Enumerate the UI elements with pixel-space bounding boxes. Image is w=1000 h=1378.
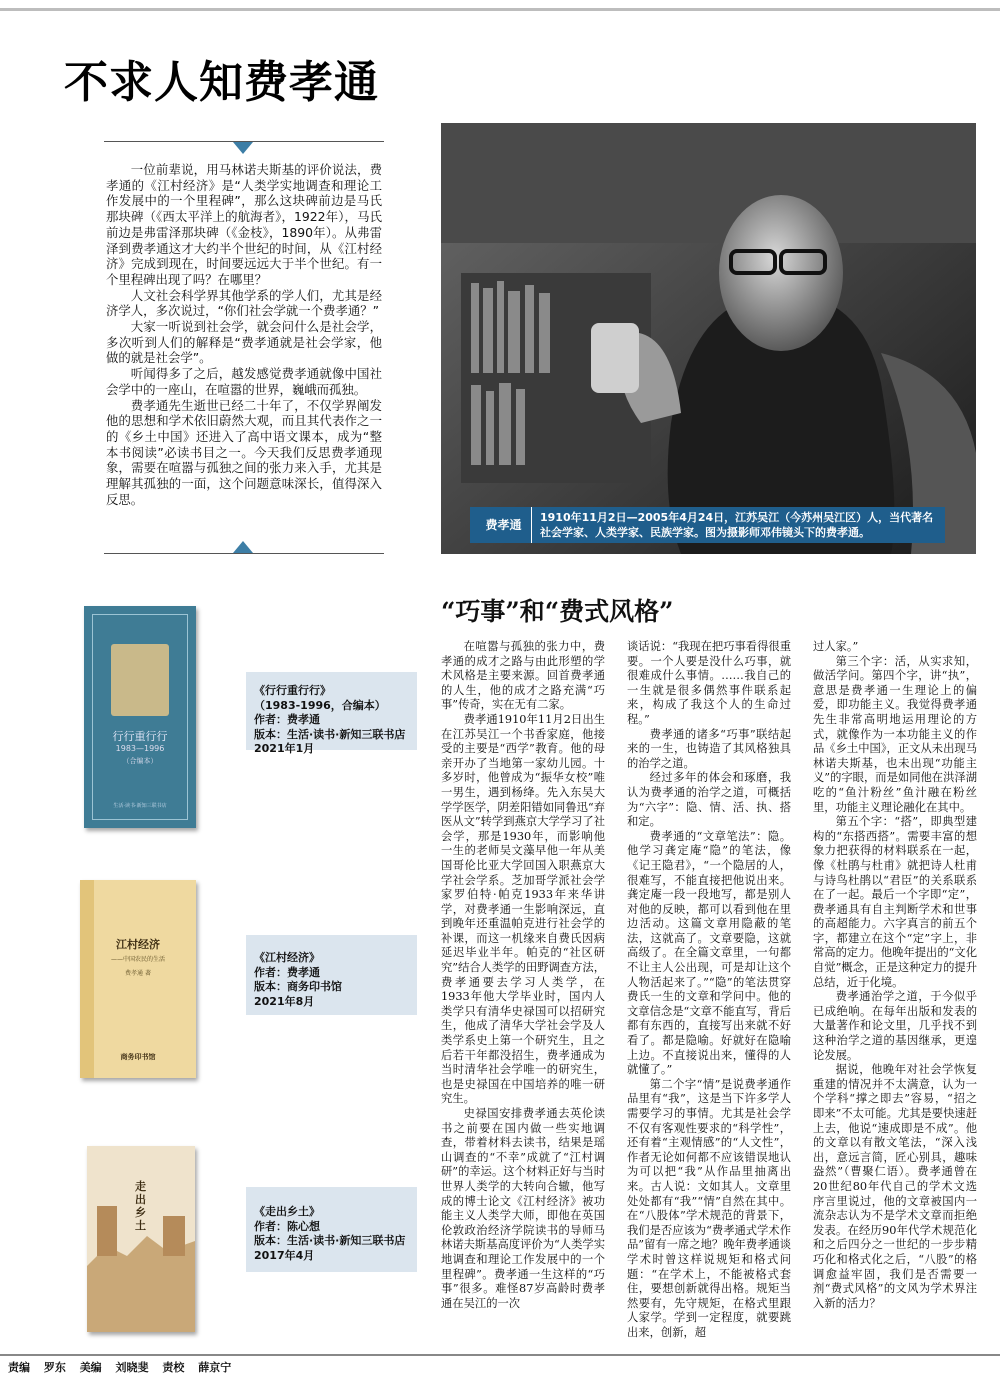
article-paragraph: 费孝通1910年11月2日出生在江苏吴江一个书香家庭，他接受的主要是“西学”教育。他的母亲开办了当地第一家幼儿园。十多岁时，他曾成为“振华女校”唯一男生，遇到杨绛。先入东吴大学学医学，阴差阳错如同鲁迅“弃医从文”转学到燕京大学学习了社会学，那是1930年，而影响他一生的老师吴文藻早他一年从美国哥伦比亚大学回国入职燕京大学社会学系。芝加哥学派社会学家罗伯特·帕克1933年来华讲学，对费孝通一生影响深远，直到晚年还重温帕克进行社会学的补课，而这一机缘来自费氏因病延迟毕业半年。帕克的“社区研究”结合人类学的田野调查方法，费孝通要去学习人类学，在1933年他大学毕业时，国内人类学只有清华史禄国可以招研究生，他成了清华大学社会学及人类学系史上第一个研究生，且之后若干年都没招生，费孝通成为当时清华社会学唯一的研究生，也是史禄国在中国培养的唯一研究生。	[441, 712, 605, 1106]
article-paragraph: 第三个字：活，从实求知，做活学问。第四个字，讲“执”，意思是费孝通一生理论上的偏爱，即功能主义。我觉得费孝通先生非常高明地运用理论的方式，就像作为一本功能主义的作品《乡土中国》，正文从未出现马林诺夫斯基，也未出现“功能主义”的字眼，而是如同他在洪泽湖吃的“鱼汁粉丝”鱼汁融在粉丝里，功能主义理论融化在其中。	[813, 654, 977, 814]
footer-name: 薛京宁	[198, 1361, 232, 1374]
book-info-line: 《江村经济》	[254, 951, 320, 964]
footer-name: 刘晓斐	[115, 1361, 149, 1374]
footer-name: 罗东	[43, 1361, 66, 1374]
caption-text: 1910年11月2日—2005年4月24日，江苏吴江（今苏州吴江区）人，当代著名社会学家、人类学家、民族学家。图为摄影师邓伟镜头下的费孝通。	[540, 511, 934, 539]
book-info-line: 《走出乡土》	[254, 1205, 320, 1218]
intro-bottom-rule	[104, 553, 384, 554]
article-paragraph: 史禄国安排费孝通去英伦读书之前要在国内做一些实地调查，带着材料去读书，结果是瑶山调查的“不幸”成就了“江村调研”的幸运。这个材料正好与当时世界人类学的大转向合辙，他写成的博士论文《江村经济》被功能主义人类学大师，即他在英国伦敦政治经济学院读书的导师马林诺夫斯基高度评价为“人类学实地调查和理论工作发展中的一个里程碑”。费孝通一生这样的“巧事”很多。难怪87岁高龄时费孝通在吴江的一次	[441, 1107, 605, 1310]
article-paragraph: 费孝通的“文章笔法”：隐。他学习龚定庵“隐”的笔法，像《记王隐君》，“一个隐居的人，很难写，不能直接把他说出来。龚定庵一段一段地写，都是别人对他的反映，都可以看到他在里边活动。这篇文章用隐蔽的笔法，这就高了。文章要隐，这就高级了。在全篇文章里，一句都不让主人公出现，可是却让这个人物活起来了。”“隐”的笔法贯穿费氏一生的文章和学问中。他的文章信念是“文章不能直写，背后都有东西的，直接写出来就不好看了。都是隐喻。好就好在隐喻上边。不直接说出来，懂得的人就懂了。”	[627, 829, 791, 1077]
book-info-line: （1983-1996，合编本）	[254, 698, 386, 712]
book-cover-jiangcun	[80, 880, 196, 1078]
book-info-line: 版本：生活·读书·新知三联书店	[254, 1234, 406, 1247]
footer-label: 美编	[79, 1361, 102, 1374]
book-info-line: 2021年8月	[254, 994, 315, 1008]
book-info-jiangcun	[246, 935, 417, 1015]
intro-paragraph: 听闻得多了之后，越发感觉费孝通就像中国社会学中的一座山，在喧嚣的世界，巍峨而孤独。	[106, 366, 382, 397]
article-paragraph: 谈话说：“我现在把巧事看得很重要。一个人要是没什么巧事，就很难成什么事情。……我自己的一生就是很多偶然事件联系起来，构成了我这个人的生命过程。”	[627, 640, 791, 726]
article-paragraph: 经过多年的体会和琢磨，我认为费孝通的治学之道，可概括为“六字”：隐、情、活、执、搭和定。	[627, 771, 791, 829]
article-paragraph: 第二个字“情”是说费孝通作品里有“我”，这是当下许多学人需要学习的事情。尤其是社会学不仅有客观性要求的“科学性”，还有着“主观情感”的“人文性”，作者无论如何都不应该错误地认为可以把“我”从作品里抽离出来。古人说：文如其人。文章里处处都有“我”“情”自然在其中。在“八股体”学术规范的背景下，我们是否应该为“费孝通式学术作品”留有一席之地？晚年费孝通谈学术时曾这样说规矩和格式问题：“在学术上，不能被格式套住，要想创新就得出格。规矩当然要有，先守规矩，在格式里跟人家学。学到一定程度，就要跳出来，创新，超	[627, 1077, 791, 1339]
article-column-2	[627, 640, 791, 1341]
intro-paragraph: 人文社会科学界其他学系的学人们，尤其是经济学人，多次说过，“你们社会学就一个费孝通？”	[106, 287, 382, 319]
book-cover-years: 1983—1996	[115, 744, 165, 753]
footer-rule	[0, 1354, 1000, 1356]
book-cover-publisher: 生活·读书·新知三联书店	[113, 803, 167, 809]
photo-caption	[470, 507, 945, 543]
footer-label: 责编	[8, 1361, 30, 1374]
book-info-line: 版本：生活·读书·新知三联书店	[254, 727, 406, 741]
book-cover-author: 费孝通 著	[125, 970, 151, 977]
intro-top-marker	[233, 142, 253, 154]
intro-paragraph: 大家一听说到社会学，就会问什么是社会学，多次听到人们的解释是“费孝通就是社会学家，他做的就是社会学”。	[106, 319, 382, 366]
intro-text	[106, 162, 382, 507]
book-info-xingxing	[246, 672, 417, 755]
article-paragraph: 在喧嚣与孤独的张力中，费孝通的成才之路与由此形塑的学术风格是主要来源。回首费孝通的人生，他的成才之路充满“巧事”传奇，实在无有二家。	[441, 640, 605, 712]
article-paragraph: 费孝通治学之道，于今似乎已成绝响。在每年出版和发表的大量著作和论文里，几乎找不到这种治学之道的基因继承，更遑论发展。	[813, 990, 977, 1062]
article-paragraph: 过人家。”	[813, 640, 859, 653]
book-info-line: 2017年4月	[254, 1248, 315, 1262]
book-cover-title: 走出乡土	[135, 1180, 146, 1232]
article-paragraph: 费孝通的诸多“巧事”联结起来的一生，也铸造了其风格独具的治学之道。	[627, 727, 791, 770]
article-paragraph: 第五个字：“搭”，即典型建构的“东搭西搭”。需要丰富的想象力把获得的材料联系在一起，像《杜鹃与杜甫》就把诗人杜甫与诗鸟杜鹃以“君臣”的关系联系在了一起。最后一个字即“定”，费孝通具有自主判断学术和世事的高超能力。六字真言的前五个字，都建立在这个“定”字上，非常高的定力。他晚年提出的“文化自觉”概念，正是这种定力的提升总结，近于化境。	[813, 815, 977, 989]
book-cover-title: 江村经济	[116, 938, 160, 951]
footer-label: 责校	[162, 1361, 185, 1374]
book-info-zouchu	[246, 1187, 417, 1272]
credits-footer	[8, 1359, 241, 1375]
book-cover-art	[87, 1146, 195, 1332]
article-title: “巧事”和“费式风格”	[441, 597, 674, 626]
page-headline: 不求人知费孝通	[64, 57, 379, 108]
caption-name: 费孝通	[476, 507, 532, 543]
article-column-3	[813, 640, 977, 1311]
article-column-1	[441, 640, 605, 1311]
book-cover-zouchu	[87, 1146, 195, 1332]
book-info-line: 作者：费孝通	[254, 965, 320, 979]
top-rule	[0, 8, 1000, 11]
book-info-line: 《行行重行行》	[254, 684, 331, 697]
intro-bottom-marker	[233, 541, 253, 553]
book-cover-xingxing	[84, 606, 196, 828]
article-paragraph: 据说，他晚年对社会学恢复重建的情况并不太满意，认为一个学科“撑之即去”容易，“招之即来”不太可能。尤其是要快速赶上去，他说“速成即是不成”。他的文章以有散文笔法，“深入浅出，意远言简，匠心别具，趣味盎然”（曹聚仁语）。费孝通曾在20世纪80年代自己的学术文选序言里说过，他的文章被国内一流杂志认为不是学术文章而拒绝发表。在经历90年代学术规范化和之后四分之一世纪的一步步精巧化和格式化之后，“八股”的格调愈益牢固，我们是否需要一剂“费式风格”的文风为学术界注入新的活力？	[813, 1063, 977, 1310]
book-info-line: 作者：陈心想	[254, 1219, 320, 1233]
intro-paragraph: 一位前辈说，用马林诺夫斯基的评价说法，费孝通的《江村经济》是“人类学实地调查和理论工作发展中的一个里程碑”，那么这块碑前边是马氏那块碑（《西太平洋上的航海者》，1922年），马氏前边是弗雷泽那块碑（《金枝》，1890年）。从弗雷泽到费孝通这才大约半个世纪的时间，从《江村经济》完成到现在，时间要远远大于半个世纪。有一个里程碑出现了吗？在哪里？	[106, 162, 382, 287]
book-info-line: 2021年1月	[254, 742, 315, 755]
intro-paragraph: 费孝通先生逝世已经二十年了，不仅学界阐发他的思想和学术依旧蔚然大观，而且其代表作之一的《乡土中国》还进入了高中语文课本，成为“整本书阅读”必读书目之一。今天我们反思费孝通现象，需要在喧嚣与孤独之间的张力来入手，尤其是理解其孤独的一面，这个问题意味深长，值得深入反思。	[106, 397, 382, 507]
portrait-photo	[441, 123, 976, 554]
book-cover-publisher: 商务印书馆	[120, 1053, 156, 1061]
book-cover-note: （合编本）	[122, 757, 158, 765]
book-cover-title: 行行重行行	[112, 730, 168, 743]
book-info-line: 作者：费孝通	[254, 713, 320, 726]
book-cover-subtitle: ——中国农民的生活	[110, 956, 165, 963]
portrait-illustration	[441, 123, 976, 554]
book-info-line: 版本：商务印书馆	[254, 980, 342, 993]
